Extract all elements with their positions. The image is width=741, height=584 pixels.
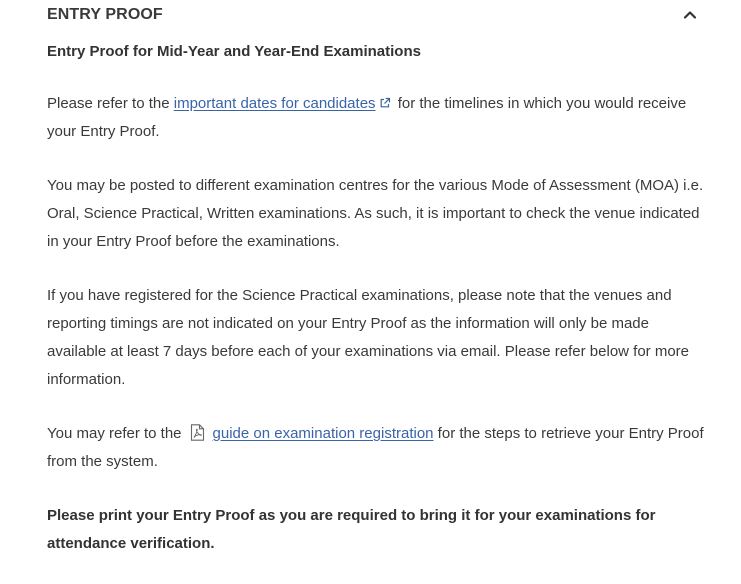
accordion-title: ENTRY PROOF bbox=[47, 6, 163, 23]
accordion-header[interactable] bbox=[47, 4, 699, 26]
p1-before: Please refer to the bbox=[47, 95, 174, 112]
important-dates-link[interactable]: important dates for candidates bbox=[173, 95, 376, 112]
p1-after: for the timelines in which you would receive your Entry Proof. bbox=[47, 95, 687, 140]
p4-before: You may refer to the bbox=[47, 425, 182, 442]
p4-after: for the steps to retrieve your Entry Proof from the system. bbox=[47, 425, 704, 470]
paragraph-moa: You may be posted to different examination centres for the various Mode of Assessment (MOA) i.e. Oral, Science Practical, Written examinations. As such, it is important to check the venue indicated in your Entry Proof before the examinations. bbox=[47, 177, 704, 250]
external-link-icon[interactable] bbox=[379, 97, 391, 109]
accordion-content bbox=[47, 40, 707, 584]
chevron-up-icon[interactable] bbox=[681, 6, 699, 24]
paragraph-science-practical: If you have registered for the Science Practical examinations, please note that the venues and reporting timings are not indicated on your Entry Proof as the information will only be made available at least 7 days before each of your examinations via email. Please refer below for more information. bbox=[47, 287, 690, 388]
paragraph-important-dates bbox=[47, 90, 707, 146]
paragraph-print-reminder: Please print your Entry Proof as you are required to bring it for your examinations for attendance verification. bbox=[47, 507, 656, 552]
section-subheading: Entry Proof for Mid-Year and Year-End Examinations bbox=[47, 43, 421, 60]
pdf-file-icon[interactable] bbox=[190, 424, 205, 441]
paragraph-guide bbox=[47, 420, 707, 476]
guide-examination-registration-link[interactable]: guide on examination registration bbox=[212, 425, 434, 442]
